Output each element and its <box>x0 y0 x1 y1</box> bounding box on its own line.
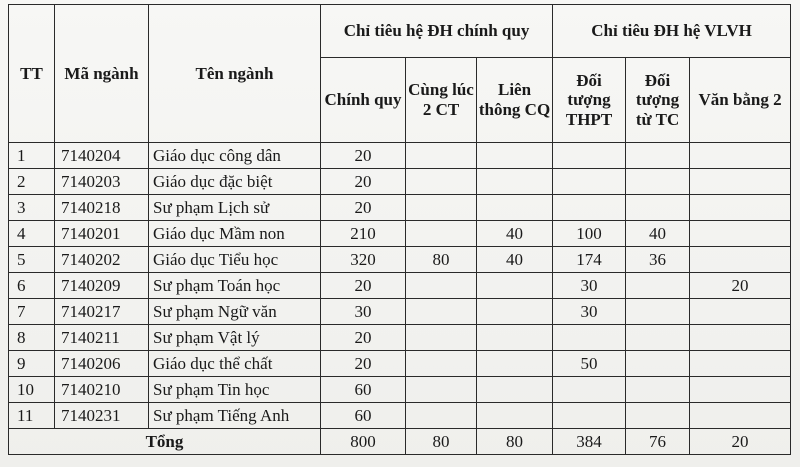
row-dual <box>406 195 477 221</box>
header-second-degree: Văn bằng 2 <box>690 58 791 143</box>
row-code: 7140218 <box>55 195 149 221</box>
row-regular: 20 <box>321 195 406 221</box>
row-code: 7140203 <box>55 169 149 195</box>
row-name: Sư phạm Toán học <box>149 273 321 299</box>
row-name: Sư phạm Lịch sử <box>149 195 321 221</box>
header-regular: Chính quy <box>321 58 406 143</box>
row-thpt: 50 <box>553 351 626 377</box>
row-second-degree <box>690 403 791 429</box>
row-name: Sư phạm Ngữ văn <box>149 299 321 325</box>
row-tc <box>626 273 690 299</box>
header-thpt: Đối tượng THPT <box>553 58 626 143</box>
row-transfer <box>477 325 553 351</box>
row-code: 7140209 <box>55 273 149 299</box>
row-tt: 10 <box>9 377 55 403</box>
table-row <box>9 195 791 221</box>
row-tc <box>626 299 690 325</box>
header-tc: Đối tượng từ TC <box>626 58 690 143</box>
row-tc <box>626 169 690 195</box>
row-regular: 20 <box>321 325 406 351</box>
row-regular: 20 <box>321 169 406 195</box>
header-dual: Cùng lúc 2 CT <box>406 58 477 143</box>
row-name: Giáo dục Tiểu học <box>149 247 321 273</box>
row-tc <box>626 195 690 221</box>
row-dual <box>406 377 477 403</box>
total-transfer: 80 <box>477 429 553 455</box>
total-row <box>9 429 791 455</box>
header-group-vlvh: Chỉ tiêu ĐH hệ VLVH <box>553 5 791 58</box>
row-thpt: 30 <box>553 273 626 299</box>
row-second-degree <box>690 143 791 169</box>
row-dual <box>406 403 477 429</box>
row-tt: 3 <box>9 195 55 221</box>
table-row <box>9 351 791 377</box>
row-name: Giáo dục Mầm non <box>149 221 321 247</box>
row-tc <box>626 325 690 351</box>
row-regular: 210 <box>321 221 406 247</box>
row-tc <box>626 377 690 403</box>
table-row <box>9 403 791 429</box>
row-regular: 20 <box>321 351 406 377</box>
row-tc: 36 <box>626 247 690 273</box>
row-thpt: 30 <box>553 299 626 325</box>
row-thpt: 100 <box>553 221 626 247</box>
total-dual: 80 <box>406 429 477 455</box>
header-transfer: Liên thông CQ <box>477 58 553 143</box>
total-label: Tổng <box>9 429 321 455</box>
row-code: 7140231 <box>55 403 149 429</box>
row-transfer <box>477 169 553 195</box>
row-regular: 60 <box>321 377 406 403</box>
row-thpt <box>553 143 626 169</box>
row-regular: 60 <box>321 403 406 429</box>
header-name: Tên ngành <box>149 5 321 143</box>
row-tc <box>626 351 690 377</box>
total-regular: 800 <box>321 429 406 455</box>
row-code: 7140211 <box>55 325 149 351</box>
row-second-degree <box>690 195 791 221</box>
row-regular: 20 <box>321 143 406 169</box>
total-tc: 76 <box>626 429 690 455</box>
header-tt: TT <box>9 5 55 143</box>
row-name: Sư phạm Tiếng Anh <box>149 403 321 429</box>
table-row <box>9 273 791 299</box>
table-row <box>9 247 791 273</box>
total-second-degree: 20 <box>690 429 791 455</box>
row-transfer <box>477 143 553 169</box>
header-group-regular: Chỉ tiêu hệ ĐH chính quy <box>321 5 553 58</box>
table-row <box>9 143 791 169</box>
row-dual <box>406 299 477 325</box>
row-code: 7140202 <box>55 247 149 273</box>
row-second-degree <box>690 299 791 325</box>
row-tt: 1 <box>9 143 55 169</box>
row-tt: 4 <box>9 221 55 247</box>
row-transfer: 40 <box>477 221 553 247</box>
row-second-degree <box>690 351 791 377</box>
row-dual <box>406 325 477 351</box>
row-regular: 30 <box>321 299 406 325</box>
row-thpt <box>553 403 626 429</box>
row-transfer: 40 <box>477 247 553 273</box>
row-tt: 5 <box>9 247 55 273</box>
row-name: Giáo dục công dân <box>149 143 321 169</box>
row-thpt <box>553 325 626 351</box>
row-transfer <box>477 195 553 221</box>
header-row-top <box>9 5 791 58</box>
row-second-degree <box>690 377 791 403</box>
row-name: Sư phạm Tin học <box>149 377 321 403</box>
row-code: 7140206 <box>55 351 149 377</box>
table-row <box>9 377 791 403</box>
row-dual <box>406 143 477 169</box>
enrollment-quota-table <box>8 4 791 455</box>
row-transfer <box>477 299 553 325</box>
row-dual <box>406 169 477 195</box>
table-row <box>9 325 791 351</box>
row-dual <box>406 351 477 377</box>
row-tt: 2 <box>9 169 55 195</box>
row-name: Giáo dục đặc biệt <box>149 169 321 195</box>
row-second-degree: 20 <box>690 273 791 299</box>
row-tc <box>626 403 690 429</box>
row-tt: 6 <box>9 273 55 299</box>
row-thpt <box>553 195 626 221</box>
row-tt: 7 <box>9 299 55 325</box>
row-dual: 80 <box>406 247 477 273</box>
row-tc <box>626 143 690 169</box>
table-row <box>9 221 791 247</box>
row-tt: 8 <box>9 325 55 351</box>
row-thpt <box>553 169 626 195</box>
table-row <box>9 299 791 325</box>
row-code: 7140210 <box>55 377 149 403</box>
row-regular: 20 <box>321 273 406 299</box>
row-transfer <box>477 377 553 403</box>
row-dual <box>406 221 477 247</box>
row-tt: 11 <box>9 403 55 429</box>
row-code: 7140217 <box>55 299 149 325</box>
row-tc: 40 <box>626 221 690 247</box>
row-name: Sư phạm Vật lý <box>149 325 321 351</box>
row-second-degree <box>690 221 791 247</box>
row-regular: 320 <box>321 247 406 273</box>
row-transfer <box>477 403 553 429</box>
row-code: 7140201 <box>55 221 149 247</box>
row-thpt <box>553 377 626 403</box>
header-code: Mã ngành <box>55 5 149 143</box>
row-thpt: 174 <box>553 247 626 273</box>
row-transfer <box>477 273 553 299</box>
table-body <box>9 143 791 429</box>
row-second-degree <box>690 247 791 273</box>
table-row <box>9 169 791 195</box>
row-tt: 9 <box>9 351 55 377</box>
row-dual <box>406 273 477 299</box>
row-second-degree <box>690 325 791 351</box>
row-code: 7140204 <box>55 143 149 169</box>
total-thpt: 384 <box>553 429 626 455</box>
row-transfer <box>477 351 553 377</box>
row-second-degree <box>690 169 791 195</box>
row-name: Giáo dục thể chất <box>149 351 321 377</box>
